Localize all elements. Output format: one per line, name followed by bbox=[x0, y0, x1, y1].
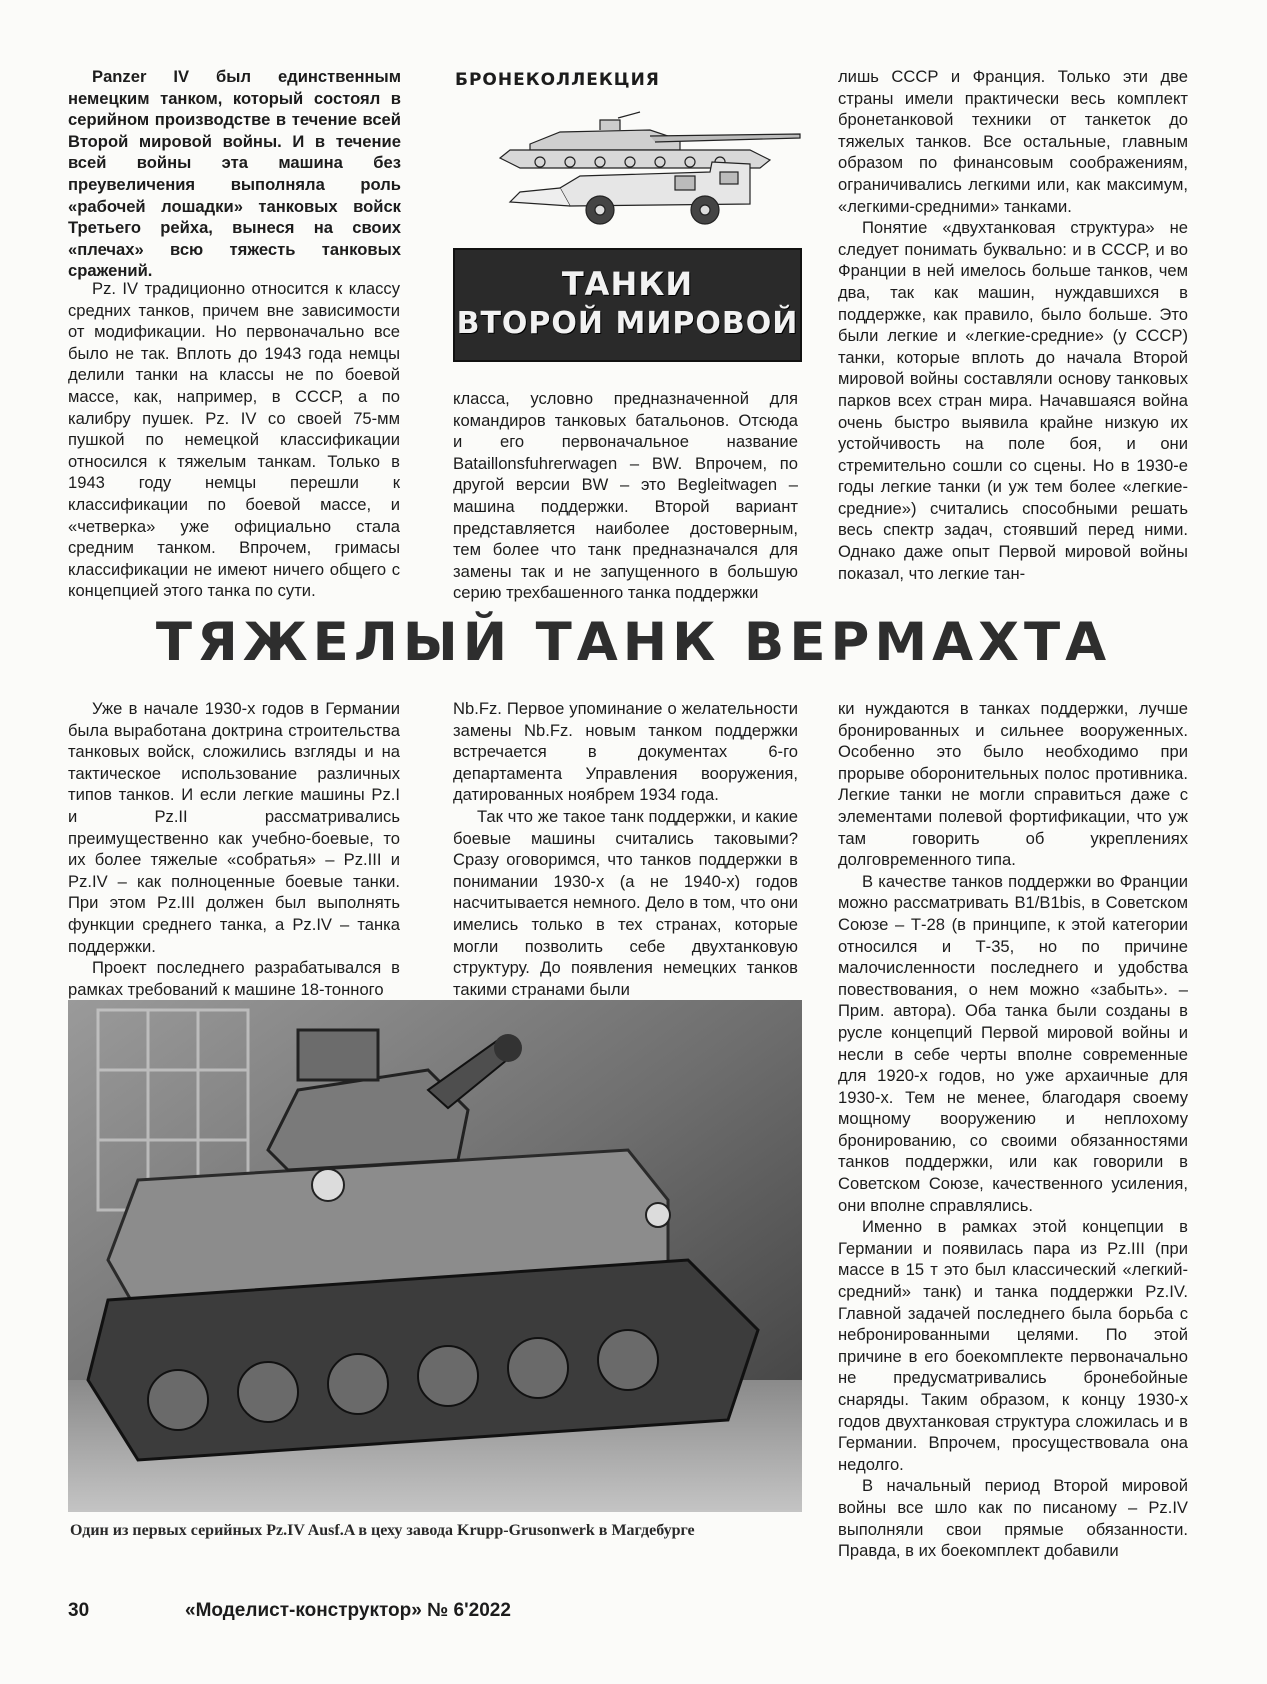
top-column-1 bbox=[68, 278, 400, 602]
page-number: 30 bbox=[68, 1600, 90, 1621]
bottom-column-2 bbox=[453, 698, 798, 1000]
paragraph: класса, условно предназначенной для командиров танковых батальонов. Отсюда и его первоначальное название Bataillonsfuhrerwagen – BW. Впрочем, по другой версии BW – это Begleitwagen – машина поддержки. Второй вариант представляется наиболее достоверным, тем более что танк предназначался для замены так и не запущенного в большую серию трехбашенного танка поддержки bbox=[453, 389, 798, 603]
bottom-column-3 bbox=[838, 698, 1188, 1562]
paragraph: Проект последнего разрабатывался в рамках требований к машине 18-тонного bbox=[68, 958, 400, 999]
paragraph: Pz. IV традиционно относится к классу средних танков, причем вне зависимости от модификации. Но первоначально все было не так. Вплоть до 1943 года немцы делили танки на классы не по боевой массе, как, например, в СССР, а по калибру пушек. Pz. IV со своей 75-мм пушкой по немецкой классификации относился к тяжелым танкам. Только в 1943 году немцы перешли к классификации по боевой массе, и «четверка» уже официально стала средним танком. Впрочем, гримасы классификации не имеют ничего общего с концепцией этого танка по сути. bbox=[68, 279, 400, 601]
lead-text: Panzer IV был единственным немецким танком, который состоял в серийном производстве в течение всей Второй мировой войны. И в течение всей войны эта машина без преувеличения выполняла роль «рабочей лошадки» танковых войск Третьего рейха, вынеся на своих «плечах» всю тяжесть танковых сражений. bbox=[68, 67, 401, 281]
rubric: БРОНЕКОЛЛЕКЦИЯ bbox=[455, 70, 660, 90]
series-title-box bbox=[453, 248, 802, 362]
tank-drawing bbox=[450, 92, 810, 234]
paragraph: В начальный период Второй мировой войны все шло как по писаному – Pz.IV выполняли свои прямые обязанности. Правда, в их боекомплект добавили bbox=[838, 1476, 1188, 1561]
photo-caption: Один из первых серийных Pz.IV Ausf.A в цеху завода Krupp-Grusonwerk в Магдебурге bbox=[70, 1522, 695, 1539]
lead-paragraph bbox=[68, 66, 401, 282]
tank-photo bbox=[68, 1000, 802, 1512]
bottom-column-1 bbox=[68, 698, 400, 1000]
article-headline: ТЯЖЕЛЫЙ ТАНК ВЕРМАХТА bbox=[155, 612, 1112, 673]
paragraph: Nb.Fz. Первое упоминание о желательности замены Nb.Fz. новым танком поддержки встречается в документах 6-го департамента Управления вооружения, датированных ноябрем 1934 года. bbox=[453, 699, 798, 805]
series-title-line1: ТАНКИ bbox=[561, 265, 694, 303]
paragraph: Уже в начале 1930-х годов в Германии была выработана доктрина строительства танковых войск, сложились взгляды и на тактическое использование различных типов танков. И если легкие машины Pz.I и Pz.II рассматривались преимущественно как учебно-боевые, то их более тяжелые «собратья» – Pz.III и Pz.IV – как полноценные боевые танки. При этом Pz.III должен был выполнять функции среднего танка, а Pz.IV – танка поддержки. bbox=[68, 699, 400, 956]
series-title-line2: ВТОРОЙ МИРОВОЙ bbox=[456, 306, 799, 341]
top-column-2 bbox=[453, 388, 798, 604]
paragraph: Именно в рамках этой концепции в Германии и появилась пара из Pz.III (при массе в 15 т это был классический «легкий-средний» танк) и танка поддержки Pz.IV. Главной задачей последнего была борьба с небронированными целями. По этой причине в его боекомплекте первоначально не предусматривались бронебойные снаряды. Таким образом, к концу 1930-х годов двухтанковая структура сложилась и в Германии. Впрочем, просуществовала она недолго. bbox=[838, 1217, 1188, 1474]
paragraph: лишь СССР и Франция. Только эти две страны имели практически весь комплект бронетанковой техники от танкеток до тяжелых танков. Все остальные, главным образом по финансовым соображениям, ограничивались легкими или, как максимум, «легкими-средними» танками. bbox=[838, 67, 1188, 216]
paragraph: ки нуждаются в танках поддержки, лучше бронированных и сильнее вооруженных. Особенно это было необходимо при прорыве оборонительных полос противника. Легкие танки не могли справиться даже с элементами полевой фортификации, что уж там говорить об укреплениях долговременного типа. bbox=[838, 699, 1188, 870]
magazine-title: «Моделист-конструктор» № 6'2022 bbox=[185, 1600, 511, 1621]
paragraph: Понятие «двухтанковая структура» не следует понимать буквально: и в СССР, и во Франции в ней имелось больше танков, чем два, так как машин, нуждавшихся в поддержке, как правило, было больше. Это были легкие и «легкие-средние» (у СССР) танки, которые вплоть до начала Второй мировой войны составляли основу танковых парков всех стран мира. Начавшаяся война очень быстро выявила крайне низкую их устойчивость на поле боя, и они стремительно сошли со сцены. Но в 1930-е годы легкие танки (и уж тем более «легкие-средние») считались способными решать весь спектр задач, стоявший перед ними. Однако даже опыт Первой мировой войны показал, что легкие тан- bbox=[838, 218, 1188, 583]
paragraph: В качестве танков поддержки во Франции можно рассматривать B1/B1bis, в Советском Союзе – Т-28 (в принципе, к этой категории относился и Т-35, но по причине малочисленности последнего и удобства повествования, о нем можно «забыть». – Прим. автора). Оба танка были созданы в русле концепций Первой мировой войны и несли в себе черты вполне современные для 1920-х годов, но уже архаичные для 1930-х. Тем не менее, благодаря своему мощному вооружению и неплохому бронированию, со своими обязанностями танков поддержки, или как говорили в Советском Союзе, качественного усиления, они вполне справлялись. bbox=[838, 871, 1188, 1215]
top-column-3 bbox=[838, 66, 1188, 584]
paragraph: Так что же такое танк поддержки, и какие боевые машины считались таковыми? Сразу оговоримся, что танков поддержки в понимании 1930-х (а не 1940-х) годов насчитывается немного. Дело в том, что они имелись только в тех странах, которые могли позволить себе двухтанковую структуру. До появления немецких танков такими странами были bbox=[453, 806, 798, 999]
